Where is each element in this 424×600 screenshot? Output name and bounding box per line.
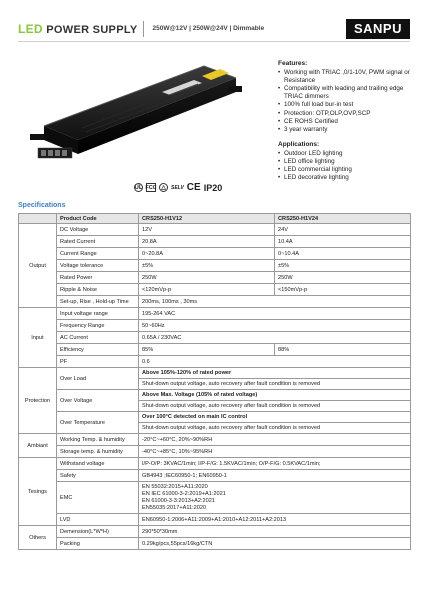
table-row <box>19 514 411 526</box>
selv-mark: SELV <box>171 184 184 191</box>
application-item: • LED commercial lighting <box>278 166 418 174</box>
table-row <box>19 332 411 344</box>
ul-mark-icon: UL <box>134 184 143 191</box>
value-cell: 0.65A / 230VAC <box>139 332 411 344</box>
table-row <box>19 482 411 514</box>
param-cell: Storage temp. & humidity <box>57 446 139 458</box>
param-cell: Efficiency <box>57 344 139 356</box>
lamp-mark-icon: △ <box>159 183 168 192</box>
product-image <box>22 54 252 180</box>
value-cell: -20°C~+60°C, 20%~90%RH <box>139 434 411 446</box>
table-row <box>19 356 411 368</box>
feature-item: • 3 year warranty <box>278 126 418 134</box>
title-rest: POWER SUPPLY <box>46 23 138 36</box>
param-cell: LVD <box>57 514 139 526</box>
param-cell: Over Load <box>57 368 139 390</box>
value-cell: Shut-down output voltage, auto recovery after fault condition is removed <box>139 423 411 434</box>
table-row <box>19 224 411 236</box>
value-cell: 20.8A <box>139 236 275 248</box>
value-cell: ±5% <box>275 260 411 272</box>
table-row <box>19 296 411 308</box>
value-cell: 50~60Hz <box>139 320 411 332</box>
specifications-heading: Specifications <box>18 202 66 209</box>
brand-logo: SANPU <box>346 19 410 39</box>
application-item: • LED decorative lighting <box>278 174 418 182</box>
model-line: 250W@12V | 250W@24V | Dimmable <box>152 25 265 32</box>
title-led: LED <box>18 21 43 36</box>
value-cell: 85% <box>139 344 275 356</box>
category-others: Others <box>19 526 57 550</box>
value-cell: Shut-down output voltage, auto recovery after fault condition is removed <box>139 401 411 412</box>
feature-item: • Compatibility with leading and trailing edge TRIAC dimmers <box>278 85 418 101</box>
param-cell: Over Voltage <box>57 390 139 412</box>
category-ambient: Ambiant <box>19 434 57 458</box>
param-cell: Rated Current <box>57 236 139 248</box>
category-protection: Protection <box>19 368 57 434</box>
param-cell: Withstand voltage <box>57 458 139 470</box>
param-cell: Demension(L*W*H) <box>57 526 139 538</box>
param-cell: PF <box>57 356 139 368</box>
value-cell: 88% <box>275 344 411 356</box>
value-cell: <150mVp-p <box>275 284 411 296</box>
table-row <box>19 526 411 538</box>
table-header-row <box>19 214 411 224</box>
column-header: CRS250-H1V12 <box>139 214 275 224</box>
application-item: • Outdoor LED lighting <box>278 150 418 158</box>
application-item: • LED office lighting <box>278 158 418 166</box>
specifications-table <box>18 213 411 550</box>
param-cell: Frequency Range <box>57 320 139 332</box>
value-cell: EN60950-1:2006+A11:2009+A1:2010+A12:2011+A2:2013 <box>139 514 411 526</box>
value-cell: 0~20.8A <box>139 248 275 260</box>
param-cell: Current Range <box>57 248 139 260</box>
param-cell: Rated Power <box>57 272 139 284</box>
emc-standard: EN 55032:2015+A11:2020 <box>142 483 208 490</box>
table-row <box>19 470 411 482</box>
table-row <box>19 344 411 356</box>
value-cell: 10.4A <box>275 236 411 248</box>
value-cell: Shut-down output voltage, auto recovery after fault condition is removed <box>139 379 411 390</box>
table-row <box>19 248 411 260</box>
document-title <box>18 22 137 36</box>
value-cell: 250W <box>139 272 275 284</box>
features-panel <box>278 60 418 182</box>
value-cell: 250W <box>275 272 411 284</box>
ip20-mark: IP20 <box>203 182 223 193</box>
value-cell: 200ms, 100ms , 30ms <box>139 296 411 308</box>
param-cell: Input voltage range <box>57 308 139 320</box>
value-cell: 0.6 <box>139 356 411 368</box>
features-list <box>278 69 418 134</box>
category-input: Input <box>19 308 57 368</box>
table-row <box>19 284 411 296</box>
value-cell: 24V <box>275 224 411 236</box>
value-cell: 0.29kg/pcs,55pcs/16kg/CTN <box>139 538 411 550</box>
param-cell: DC Voltage <box>57 224 139 236</box>
value-cell: GB4943 ;IEC60950-1; EN60950-1 <box>139 470 411 482</box>
emc-standard: EN 61000-3-3:2013+A2:2021 <box>142 497 215 504</box>
value-cell: <120mVp-p <box>139 284 275 296</box>
value-cell: 12V <box>139 224 275 236</box>
param-cell: Set-up, Rise , Hold-up Time <box>57 296 139 308</box>
features-heading: Features: <box>278 60 308 67</box>
power-supply-illustration <box>22 54 252 180</box>
certification-marks <box>134 182 222 193</box>
table-row <box>19 446 411 458</box>
value-cell: 195-264 VAC <box>139 308 411 320</box>
param-cell: Safety <box>57 470 139 482</box>
emc-standard: EN IEC 61000-3-2:2019+A1:2021 <box>142 490 226 497</box>
param-cell: EMC <box>57 482 139 514</box>
emc-standards-cell <box>139 482 411 514</box>
value-cell: -40°C~+85°C, 10%~95%RH <box>139 446 411 458</box>
page-header <box>18 16 410 42</box>
table-row <box>19 434 411 446</box>
feature-item: • 100% full load bur-in test <box>278 101 418 109</box>
feature-item: • Working with TRIAC ,0/1-10V, PWM signal or Resistance <box>278 69 418 85</box>
feature-item: • Protection: OTP,OLP,OVP,SCP <box>278 110 418 118</box>
table-row <box>19 272 411 284</box>
category-output: Output <box>19 224 57 308</box>
category-testings: Tesings <box>19 458 57 526</box>
value-cell: 290*50*30mm <box>139 526 411 538</box>
value-cell: I/P-O/P: 3KVAC/1min; I/P-F/G: 1.5KVAC/1min; O/P-F/G: 0.5KVAC/1min; <box>139 458 411 470</box>
header-divider <box>143 21 144 37</box>
value-cell: ±5% <box>139 260 275 272</box>
param-cell: AC Current <box>57 332 139 344</box>
table-row <box>19 458 411 470</box>
param-cell: Voltage tolerance <box>57 260 139 272</box>
param-cell: Over Temperature <box>57 412 139 434</box>
column-header: CRS250-H1V24 <box>275 214 411 224</box>
table-row <box>19 260 411 272</box>
table-row <box>19 236 411 248</box>
table-row <box>19 320 411 332</box>
ce-mark: CE <box>186 182 201 193</box>
param-cell: Ripple & Noise <box>57 284 139 296</box>
column-header: Product Code <box>57 214 139 224</box>
fcc-mark-icon: FCC <box>145 184 157 191</box>
emc-standard: EN55035:2017+A11:2020 <box>142 504 207 511</box>
table-row <box>19 368 411 379</box>
value-cell: Above 105%-120% of rated power <box>139 368 411 379</box>
applications-heading: Applications: <box>278 140 320 148</box>
param-cell: Working Temp. & humidity <box>57 434 139 446</box>
table-row <box>19 390 411 401</box>
table-row <box>19 412 411 423</box>
param-cell: Packing <box>57 538 139 550</box>
value-cell: Above Max. Voltage (105% of rated voltage) <box>139 390 411 401</box>
feature-item: • CE ROHS Certified <box>278 118 418 126</box>
value-cell: 0~10.4A <box>275 248 411 260</box>
table-header-blank <box>19 214 57 224</box>
table-row <box>19 308 411 320</box>
value-cell: Over 100°C detected on main IC control <box>139 412 411 423</box>
table-row <box>19 538 411 550</box>
applications-list <box>278 150 418 182</box>
